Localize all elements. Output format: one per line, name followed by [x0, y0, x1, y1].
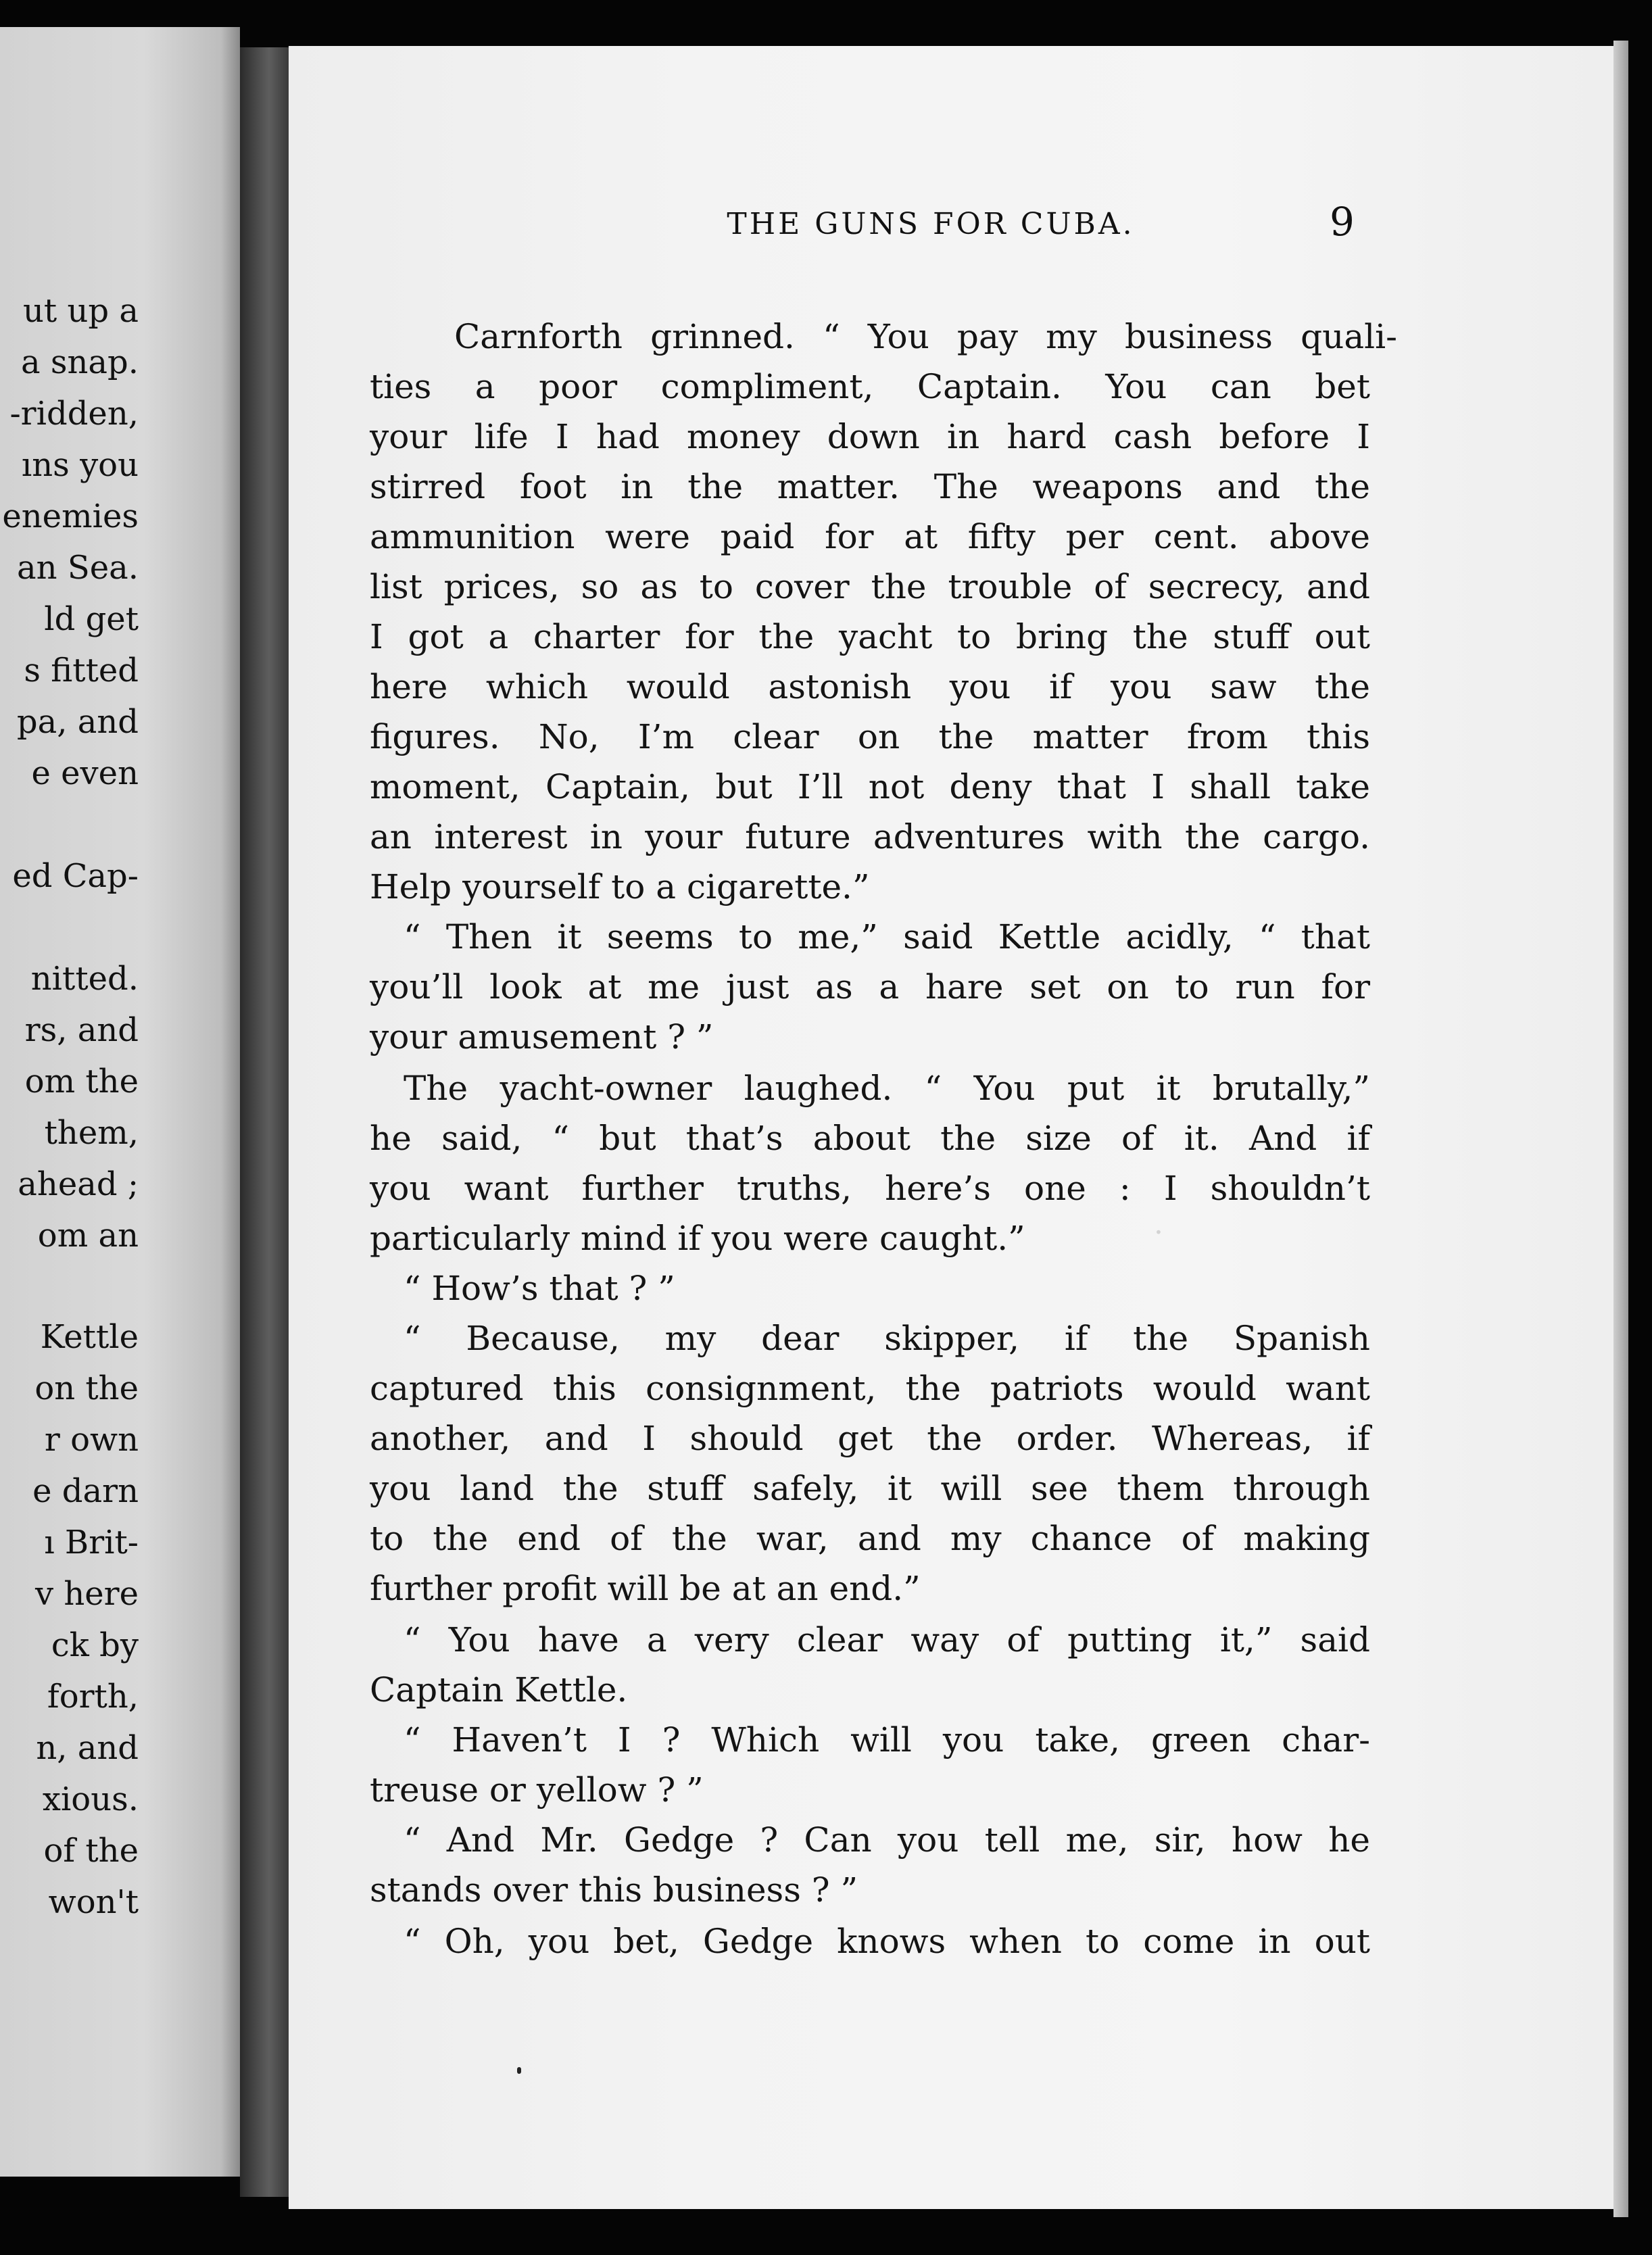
left-fragment-line: om an: [37, 1217, 139, 1255]
text-line: you want further truths, here’s one : I shouldn’t: [370, 1169, 1370, 1208]
left-fragment-line: -ridden,: [9, 395, 139, 433]
page-edge: [1613, 41, 1628, 2217]
paper-speck: [517, 2067, 521, 2074]
running-head: THE GUNS FOR CUBA.: [727, 207, 1135, 241]
left-fragment-line: v here: [34, 1575, 139, 1613]
right-page: [289, 46, 1613, 2209]
left-facing-page: [0, 27, 240, 2177]
text-line: you’ll look at me just as a hare set on to run for: [370, 967, 1370, 1007]
left-fragment-line: nitted.: [30, 960, 139, 998]
text-line: treuse or yellow ? ”: [370, 1770, 704, 1810]
left-fragment-line: ld get: [44, 600, 139, 638]
left-fragment-line: forth,: [47, 1678, 139, 1716]
left-fragment-line: ut up a: [23, 292, 139, 330]
text-line: The yacht-owner laughed. “ You put it brutally,”: [404, 1069, 1370, 1108]
left-fragment-line: Kettle: [40, 1318, 139, 1356]
left-fragment-line: ı Brit-: [44, 1524, 139, 1561]
left-fragment-line: enemies: [2, 498, 139, 535]
text-line: moment, Captain, but I’ll not deny that I shall take: [370, 767, 1370, 806]
text-line: figures. No, I’m clear on the matter from this: [370, 717, 1370, 756]
left-fragment-line: r own: [44, 1421, 139, 1459]
left-fragment-line: of the: [43, 1832, 139, 1870]
text-line: stirred foot in the matter. The weapons and the: [370, 467, 1370, 506]
text-line: Captain Kettle.: [370, 1670, 628, 1710]
left-fragment-line: om the: [24, 1063, 139, 1100]
text-line: “ Because, my dear skipper, if the Spanish: [404, 1319, 1370, 1358]
book-gutter: [240, 47, 289, 2197]
left-fragment-line: won't: [48, 1883, 139, 1921]
left-fragment-line: on the: [34, 1369, 139, 1407]
text-line: “ And Mr. Gedge ? Can you tell me, sir, how he: [404, 1820, 1370, 1860]
text-line: ammunition were paid for at fifty per cent. above: [370, 517, 1370, 556]
text-line: Help yourself to a cigarette.”: [370, 867, 870, 906]
left-fragment-line: ck by: [51, 1626, 139, 1664]
text-line: your amusement ? ”: [370, 1017, 714, 1057]
text-line: to the end of the war, and my chance of making: [370, 1519, 1370, 1558]
text-line: your life I had money down in hard cash before I: [370, 417, 1370, 456]
left-fragment-line: ed Cap-: [12, 857, 139, 895]
left-fragment-line: ahead ;: [18, 1165, 139, 1203]
left-fragment-line: e even: [31, 754, 139, 792]
left-fragment-line: e darn: [32, 1472, 139, 1510]
left-fragment-line: an Sea.: [17, 549, 139, 587]
text-line: “ You have a very clear way of putting it,” said: [404, 1620, 1370, 1659]
text-line: “ Oh, you bet, Gedge knows when to come in out: [404, 1922, 1370, 1961]
left-fragment-line: rs, and: [24, 1011, 139, 1049]
text-line: further profit will be at an end.”: [370, 1569, 921, 1608]
left-fragment-line: xious.: [42, 1780, 139, 1818]
text-line: you land the stuff safely, it will see them through: [370, 1469, 1370, 1508]
left-fragment-line: them,: [44, 1114, 139, 1152]
text-line: captured this consignment, the patriots would want: [370, 1369, 1370, 1408]
text-line: ties a poor compliment, Captain. You can bet: [370, 367, 1370, 406]
show-through-text: ·: [1154, 1215, 1163, 1250]
text-line: I got a charter for the yacht to bring the stuff out: [370, 617, 1370, 656]
text-line: an interest in your future adventures with the cargo.: [370, 817, 1370, 856]
text-line: stands over this business ? ”: [370, 1870, 858, 1910]
text-line: another, and I should get the order. Whereas, if: [370, 1419, 1370, 1458]
text-line: Carnforth grinned. “ You pay my business quali-: [454, 317, 1397, 356]
left-fragment-line: n, and: [36, 1729, 139, 1767]
text-line: “ How’s that ? ”: [404, 1269, 675, 1308]
text-line: here which would astonish you if you saw the: [370, 667, 1370, 706]
page-number: 9: [1330, 199, 1355, 245]
text-line: “ Then it seems to me,” said Kettle acidly, “ that: [404, 917, 1370, 956]
text-line: list prices, so as to cover the trouble of secrecy, and: [370, 567, 1370, 606]
left-fragment-line: s fitted: [24, 652, 139, 689]
text-line: “ Haven’t I ? Which will you take, green char-: [404, 1720, 1370, 1760]
left-fragment-line: a snap.: [20, 343, 139, 381]
text-line: he said, “ but that’s about the size of it. And if: [370, 1119, 1370, 1158]
text-line: particularly mind if you were caught.”: [370, 1219, 1025, 1258]
left-fragment-line: ıns you: [21, 446, 139, 484]
left-fragment-line: pa, and: [16, 703, 139, 741]
